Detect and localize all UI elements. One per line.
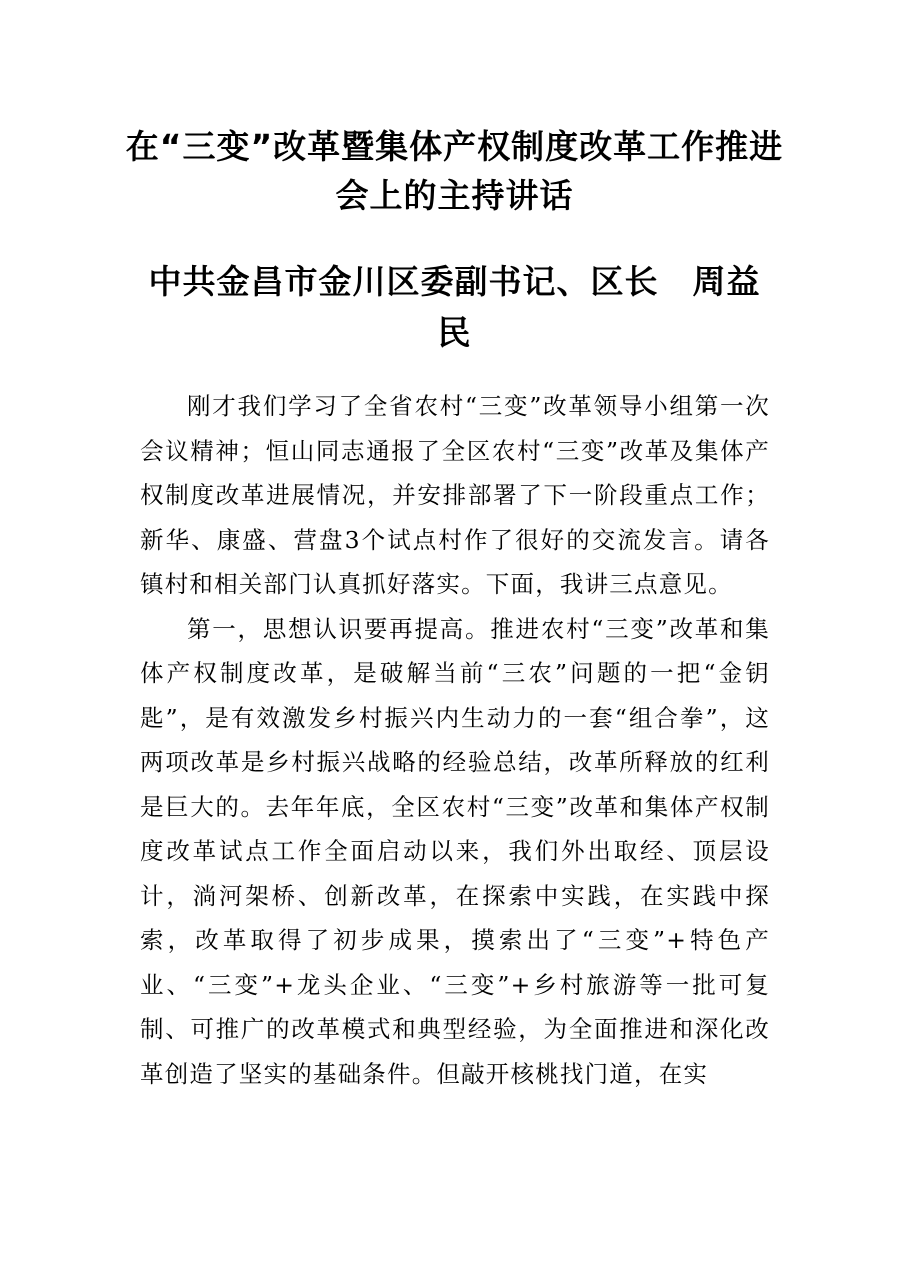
document-byline: 中共金昌市金川区委副书记、区长 周益民 [148, 262, 761, 352]
document-title: 在“三变”改革暨集体产权制度改革工作推进会上的主持讲话 [125, 127, 784, 215]
body-paragraph-1: 刚才我们学习了全省农村“三变”改革领导小组第一次会议精神；恒山同志通报了全区农村“三变”改革及集体产权制度改革进展情况，并安排部署了下一阶段重点工作；新华、康盛、营盘3个试点村作了很好的交流发言。请各镇村和相关部门认真抓好落实。下面，我讲三点意见。 [140, 392, 770, 598]
body-paragraph-2: 第一，思想认识要再提高。推进农村“三变”改革和集体产权制度改革，是破解当前“三农”问题的一把“金钥匙”，是有效激发乡村振兴内生动力的一套“组合拳”，这两项改革是乡村振兴战略的经验总结，改革所释放的红利是巨大的。去年年底，全区农村“三变”改革和集体产权制度改革试点工作全面启动以来，我们外出取经、顶层设计，淌河架桥、创新改革，在探索中实践，在实践中探索，改革取得了初步成果，摸索出了“三变”+特色产业、“三变”+龙头企业、“三变”+乡村旅游等一批可复制、可推广的改革模式和典型经验，为全面推进和深化改革创造了坚实的基础条件。但敲开核桃找门道，在实 [140, 614, 770, 1088]
document-body [140, 384, 770, 1096]
